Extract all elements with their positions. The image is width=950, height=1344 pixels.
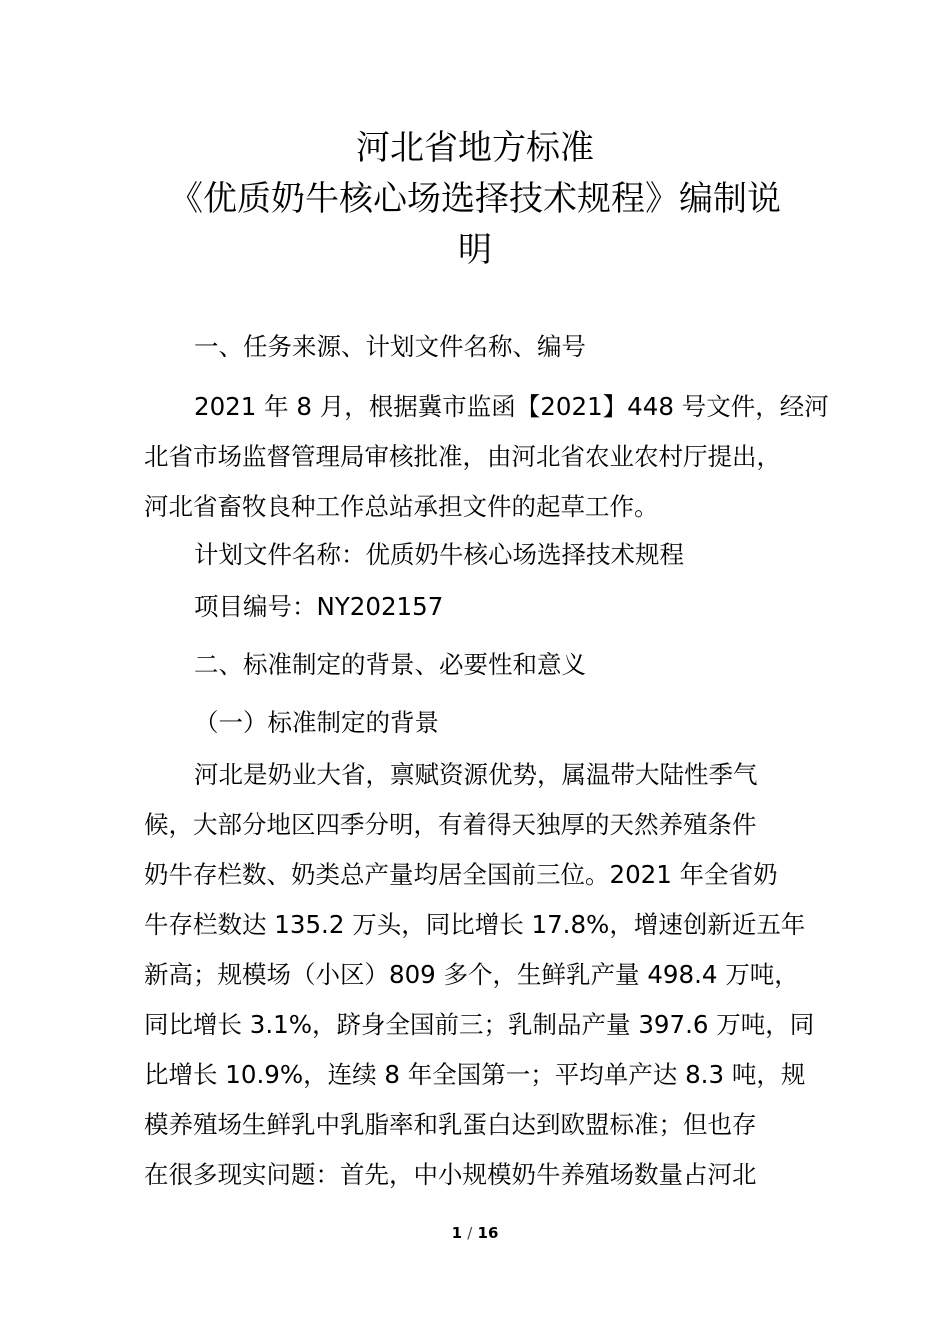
paragraph-line: 计划文件名称：优质奶牛核心场选择技术规程 [194, 540, 684, 569]
paragraph-line: 在很多现实问题：首先，中小规模奶牛养殖场数量占河北 [144, 1160, 757, 1189]
paragraph-line: 2021 年 8 月，根据冀市监函【2021】448 号文件，经河 [194, 392, 829, 421]
paragraph-line: 奶牛存栏数、奶类总产量均居全国前三位。2021 年全省奶 [144, 860, 778, 889]
paragraph-line: 河北省畜牧良种工作总站承担文件的起草工作。 [144, 492, 659, 521]
paragraph-line: 新高；规模场（小区）809 多个，生鲜乳产量 498.4 万吨， [144, 960, 799, 989]
document-title-line-3: 明 [458, 230, 492, 270]
total-page-count: 16 [477, 1224, 499, 1242]
paragraph-line: 项目编号：NY202157 [194, 592, 444, 621]
document-title-line-2: 《优质奶牛核心场选择技术规程》编制说 [169, 179, 781, 219]
paragraph-line: 候，大部分地区四季分明，有着得天独厚的天然养殖条件 [144, 810, 757, 839]
paragraph-line: 牛存栏数达 135.2 万头，同比增长 17.8%，增速创新近五年 [144, 910, 806, 939]
paragraph-line: 北省市场监督管理局审核批准，由河北省农业农村厅提出， [144, 442, 781, 471]
current-page-number: 1 [451, 1224, 463, 1242]
page-separator: / [467, 1224, 473, 1242]
page-number-footer [0, 1224, 950, 1242]
paragraph-line: 模养殖场生鲜乳中乳脂率和乳蛋白达到欧盟标准；但也存 [144, 1110, 757, 1139]
section-heading: （一）标准制定的背景 [194, 708, 439, 737]
paragraph-line: 同比增长 3.1%，跻身全国前三；乳制品产量 397.6 万吨，同 [144, 1010, 815, 1039]
document-title-line-1: 河北省地方标准 [356, 128, 594, 168]
paragraph-line: 河北是奶业大省，禀赋资源优势，属温带大陆性季气 [194, 760, 758, 789]
paragraph-line: 比增长 10.9%，连续 8 年全国第一；平均单产达 8.3 吨，规 [144, 1060, 806, 1089]
section-heading: 二、标准制定的背景、必要性和意义 [194, 650, 586, 679]
section-heading: 一、任务来源、计划文件名称、编号 [194, 332, 586, 361]
